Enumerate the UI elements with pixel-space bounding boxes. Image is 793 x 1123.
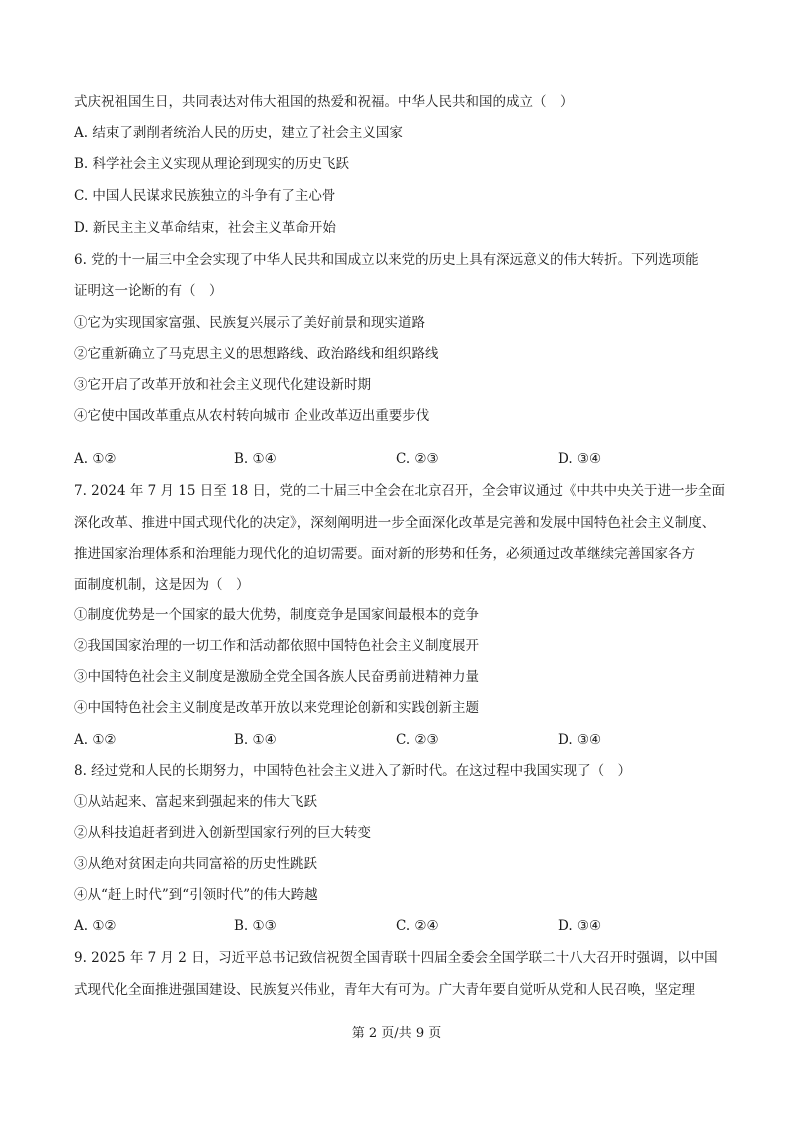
q7-statement-4: ④中国特色社会主义制度是改革开放以来党理论创新和实践创新主题 [74, 700, 479, 716]
page-number-footer: 第 2 页/共 9 页 [351, 1026, 442, 1041]
q8-option-d: D. ③④ [558, 918, 602, 934]
q8-option-c: C. ②④ [396, 918, 439, 934]
q8-statement-4: ④从“赶上时代”到“引领时代”的伟大跨越 [74, 887, 318, 903]
q5-option-a: A. 结束了剥削者统治人民的历史，建立了社会主义国家 [74, 125, 403, 141]
q6-statement-3: ③它开启了改革开放和社会主义现代化建设新时期 [74, 377, 371, 393]
q8-statement-1: ①从站起来、富起来到强起来的伟大飞跃 [74, 794, 317, 810]
q8-statement-2: ②从科技追赶者到进入创新型国家行列的巨大转变 [74, 825, 371, 841]
q5-stem-continuation: 式庆祝祖国生日，共同表达对伟大祖国的热爱和祝福。中华人民共和国的成立（ ） [74, 94, 574, 110]
q8-options [74, 916, 734, 936]
q7-option-c: C. ②③ [396, 732, 439, 748]
q6-statement-2: ②它重新确立了马克思主义的思想路线、政治路线和组织路线 [74, 346, 439, 362]
q7-option-b: B. ①④ [234, 732, 277, 748]
q7-statement-3: ③中国特色社会主义制度是激励全党全国各族人民奋勇前进精神力量 [74, 669, 479, 685]
q6-option-a: A. ①② [74, 451, 117, 467]
q8-stem: 8. 经过党和人民的长期努力，中国特色社会主义进入了新时代。在这过程中我国实现了（ ） [74, 763, 632, 779]
q8-option-a: A. ①② [74, 918, 117, 934]
q9-stem-line-1: 9. 2025 年 7 月 2 日，习近平总书记致信祝贺全国青联十四届全委会全国学联二十八大召开时强调，以中国 [74, 950, 718, 966]
q7-stem-line-1: 7. 2024 年 7 月 15 日至 18 日，党的二十届三中全会在北京召开，全会审议通过《中共中央关于进一步全面 [74, 483, 726, 499]
q6-stem-line-2: 证明这一论断的有（ ） [74, 283, 223, 299]
q7-option-a: A. ①② [74, 732, 117, 748]
q6-option-d: D. ③④ [558, 451, 602, 467]
q7-statement-1: ①制度优势是一个国家的最大优势，制度竞争是国家间最根本的竞争 [74, 607, 479, 623]
q7-options [74, 730, 734, 750]
q6-statement-1: ①它为实现国家富强、民族复兴展示了美好前景和现实道路 [74, 315, 425, 331]
q6-option-c: C. ②③ [396, 451, 439, 467]
q7-stem-line-2: 深化改革、推进中国式现代化的决定》，深刻阐明进一步全面深化改革是完善和发展中国特色社会主义制度、 [74, 515, 716, 531]
q8-option-b: B. ①③ [234, 918, 277, 934]
q6-option-b: B. ①④ [234, 451, 277, 467]
q5-option-d: D. 新民主主义革命结束，社会主义革命开始 [74, 220, 336, 236]
q6-stem-line-1: 6. 党的十一届三中全会实现了中华人民共和国成立以来党的历史上具有深远意义的伟大转折。下列选项能 [74, 252, 699, 268]
q7-stem-line-3: 推进国家治理体系和治理能力现代化的迫切需要。面对新的形势和任务，必须通过改革继续完善国家各方 [74, 546, 695, 562]
q5-option-c: C. 中国人民谋求民族独立的斗争有了主心骨 [74, 188, 336, 204]
q7-statement-2: ②我国国家治理的一切工作和活动都依照中国特色社会主义制度展开 [74, 638, 479, 654]
q8-statement-3: ③从绝对贫困走向共同富裕的历史性跳跃 [74, 856, 317, 872]
q6-statement-4: ④它使中国改革重点从农村转向城市 企业改革迈出重要步伐 [74, 408, 430, 424]
q5-option-b: B. 科学社会主义实现从理论到现实的历史飞跃 [74, 156, 350, 172]
q6-options [74, 449, 734, 469]
q7-option-d: D. ③④ [558, 732, 602, 748]
q9-stem-line-2: 式现代化全面推进强国建设、民族复兴伟业，青年大有可为。广大青年要自觉听从党和人民召唤，坚定理 [74, 982, 695, 998]
q7-stem-line-4: 面制度机制，这是因为（ ） [74, 577, 250, 593]
